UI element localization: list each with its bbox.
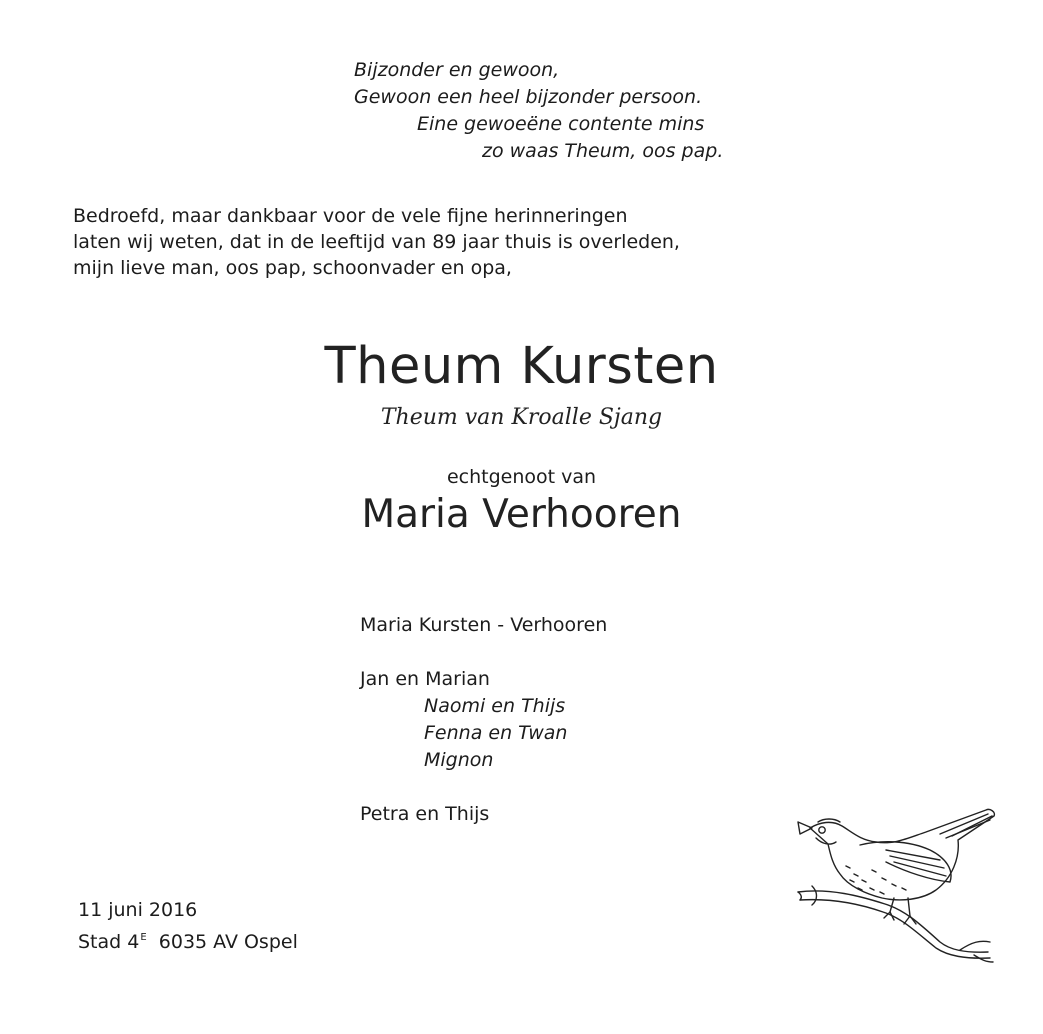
poem-line-3: Eine gewoeëne contente mins: [417, 113, 705, 135]
deceased-nickname: Theum van Kroalle Sjang: [380, 405, 663, 430]
poem-line-2: Gewoon een heel bijzonder persoon.: [354, 86, 703, 108]
family-group-1-child: Mignon: [424, 749, 494, 771]
family-spacer: [360, 774, 607, 801]
widow-name: Maria Kursten - Verhooren: [360, 614, 608, 636]
relation-label: echtgenoot van: [446, 466, 597, 488]
intro-line-2: laten wij weten, dat in de leeftijd van 89 jaar thuis is overleden,: [73, 231, 680, 253]
deceased-name: Theum Kursten: [324, 337, 719, 396]
footer-house-suffix: E: [140, 932, 147, 943]
family-group-2-parents: Petra en Thijs: [360, 803, 490, 825]
family-group-1-child: Fenna en Twan: [424, 722, 568, 744]
intro-line-1: Bedroefd, maar dankbaar voor de vele fijne herinneringen: [73, 205, 628, 227]
footer-street: Stad 4: [78, 931, 140, 953]
family-group-1-parents: Jan en Marian: [360, 668, 490, 690]
footer-date: 11 juni 2016: [78, 899, 198, 921]
family-spacer: [360, 639, 607, 666]
poem-line-4: zo waas Theum, oos pap.: [482, 140, 724, 162]
poem-line-1: Bijzonder en gewoon,: [354, 59, 560, 81]
family-group-1-child: Naomi en Thijs: [424, 695, 566, 717]
footer-postal-city: 6035 AV Ospel: [158, 931, 298, 953]
intro-line-3: mijn lieve man, oos pap, schoonvader en opa,: [73, 257, 512, 279]
spouse-name: Maria Verhooren: [361, 492, 682, 537]
footer-address: [78, 897, 298, 956]
bird-on-branch-icon: [790, 800, 1000, 965]
footer-address-line: [78, 924, 298, 956]
family-list: [360, 612, 607, 828]
